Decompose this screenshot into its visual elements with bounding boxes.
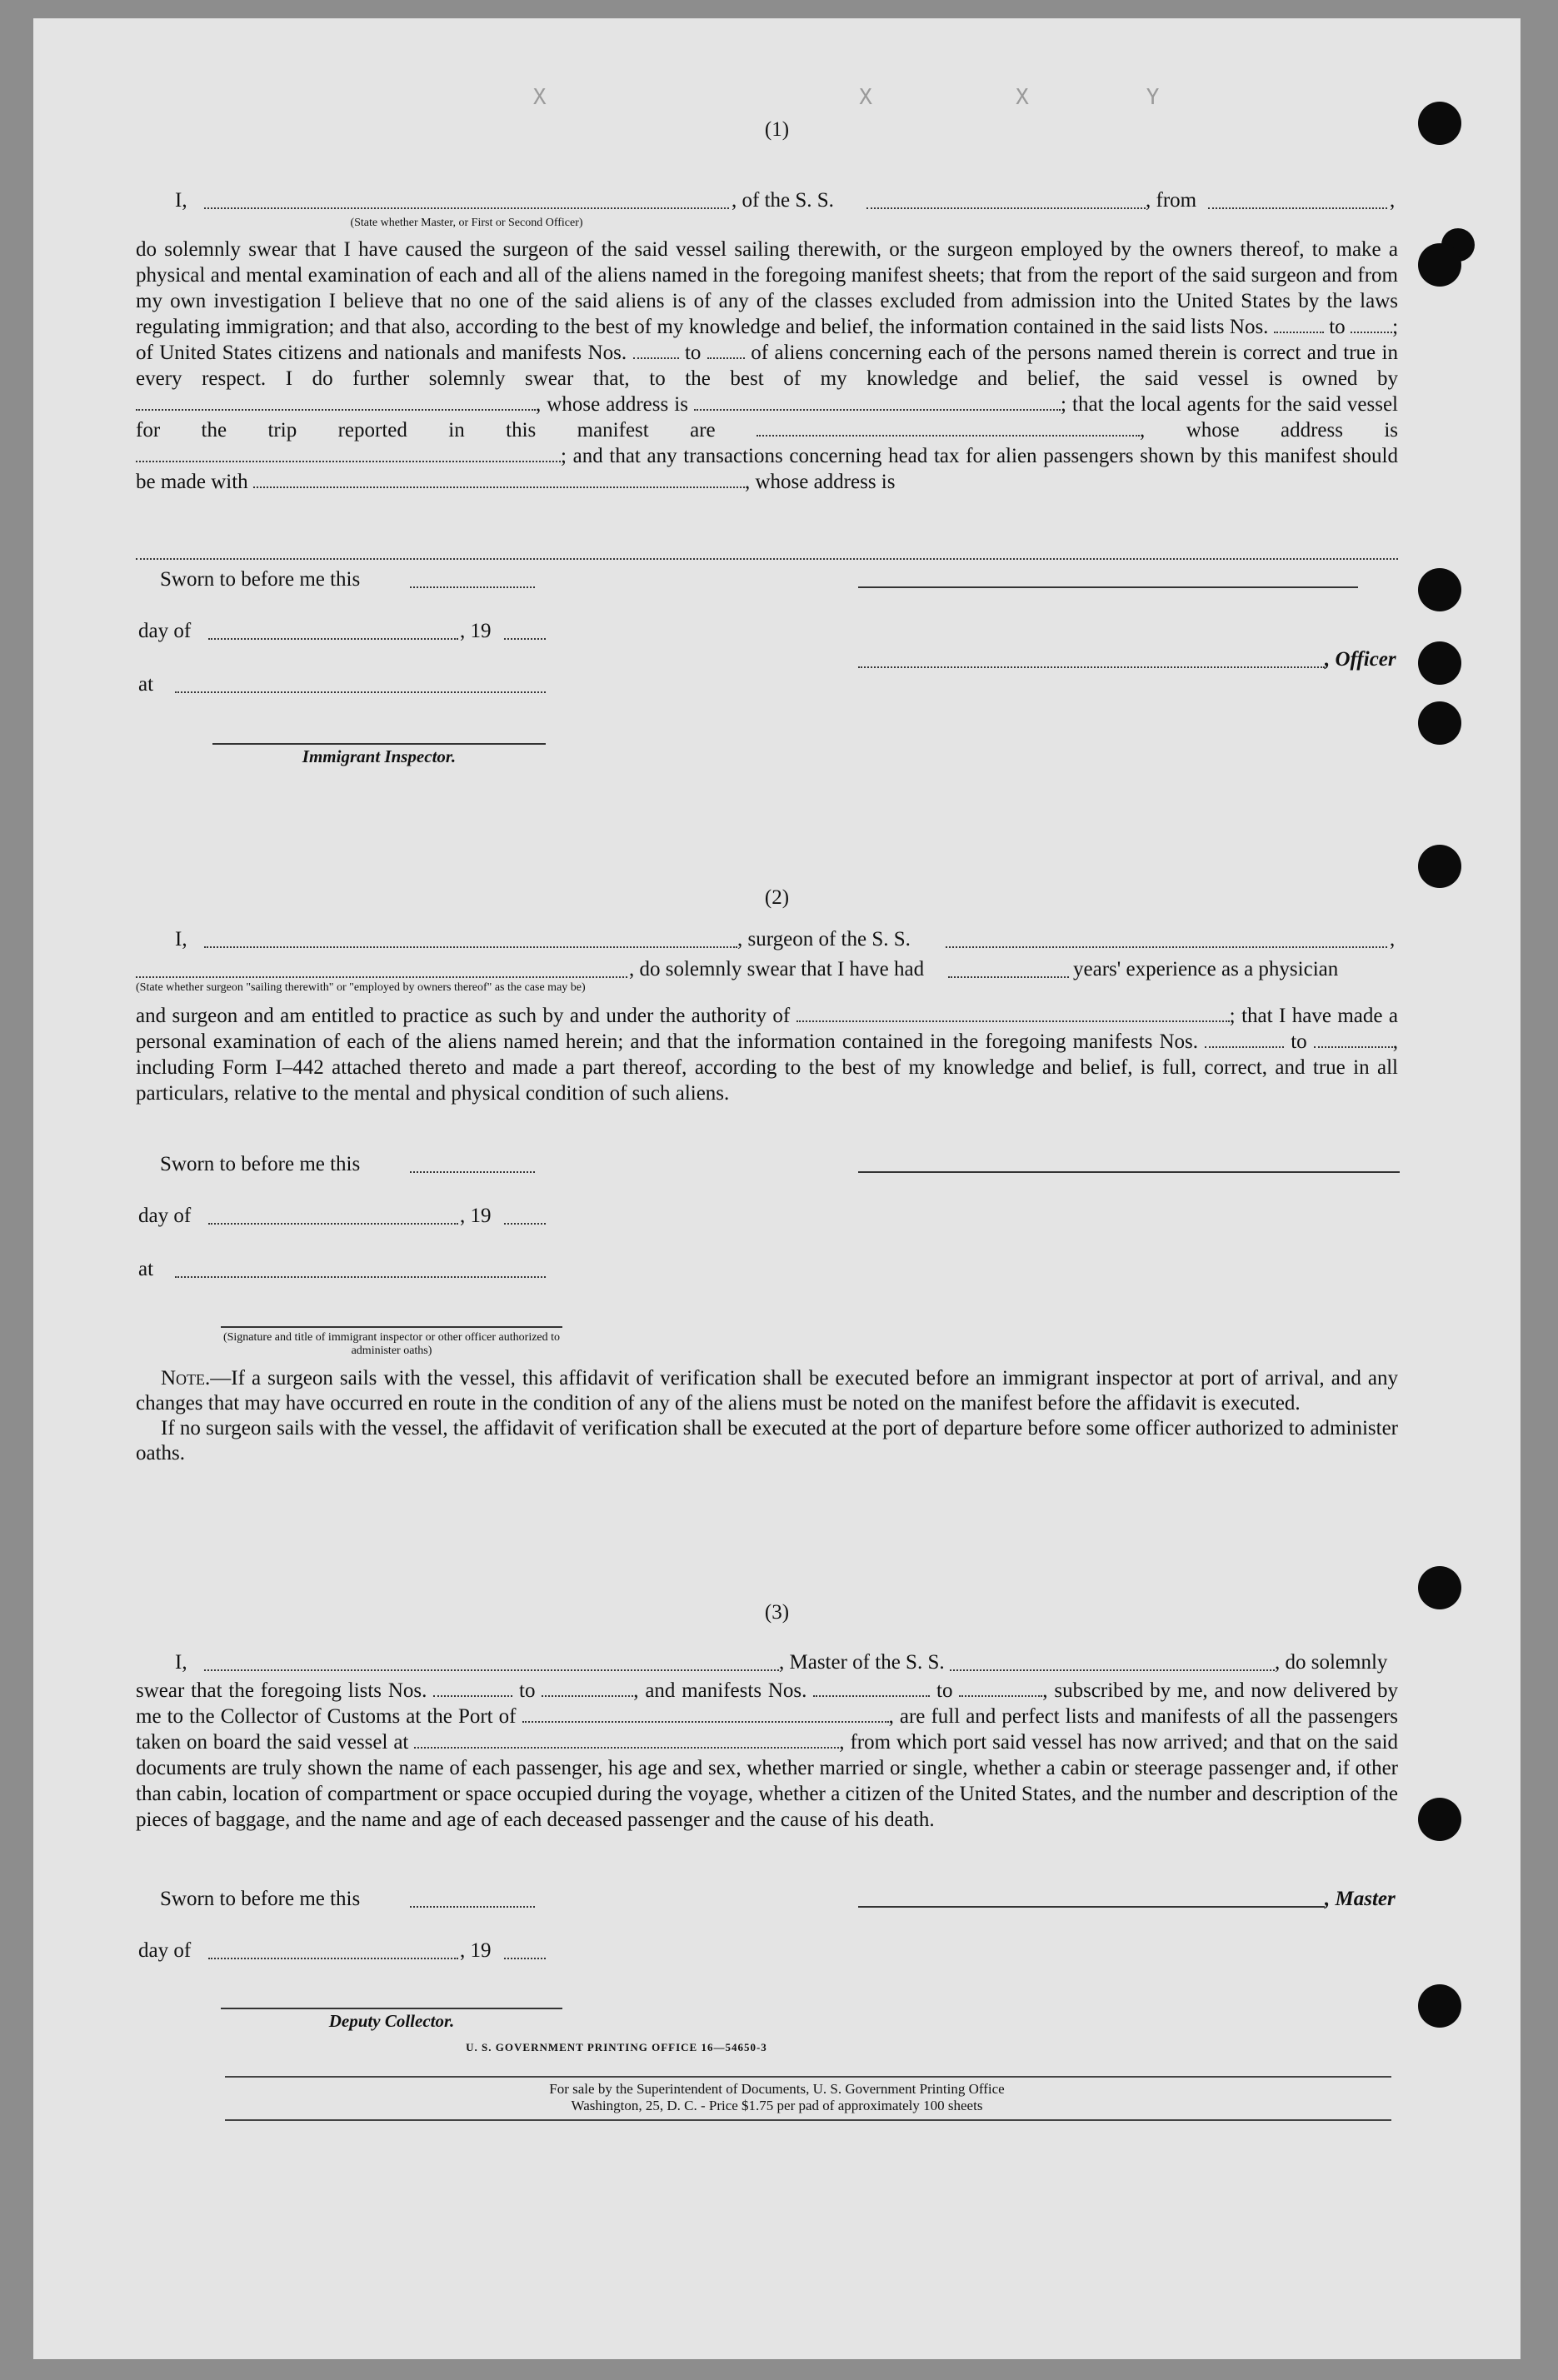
s2-body-to: to bbox=[1291, 1030, 1307, 1053]
s3-year-label: , 19 bbox=[460, 1939, 492, 1962]
s3-deputy-signature-line[interactable] bbox=[221, 2008, 562, 2009]
s3-day-of-label: day of bbox=[138, 1939, 192, 1962]
s2-body-b: ; bbox=[1229, 1005, 1236, 1027]
section-3-number: (3) bbox=[764, 1601, 790, 1624]
s1-sworn-label: Sworn to before me this bbox=[160, 568, 361, 591]
s2-surgeon-of-label: , surgeon of the S. S. bbox=[737, 928, 911, 951]
s3-sworn-day-field[interactable] bbox=[410, 1906, 535, 1908]
s1-day-of-label: day of bbox=[138, 620, 192, 642]
punch-hole bbox=[1418, 701, 1461, 745]
s3-body-d: , are full and perfect lists and manifests of all the passengers taken on board the said vessel at bbox=[136, 1705, 1399, 1754]
s3-master-label: , Master bbox=[1325, 1888, 1396, 1910]
s1-agents-field[interactable] bbox=[757, 418, 1140, 437]
s1-body-j: , whose address is bbox=[744, 471, 896, 493]
s3-lists-from-field[interactable] bbox=[433, 1679, 512, 1697]
section-1-number: (1) bbox=[764, 118, 790, 141]
s3-body-c: , subscribed by me, and now delivered by me to the Collector of Customs at the Port of bbox=[136, 1679, 1399, 1728]
s3-sworn-label: Sworn to before me this bbox=[160, 1888, 361, 1910]
note-block bbox=[136, 1366, 1398, 1466]
s1-head-tax-field[interactable] bbox=[253, 470, 745, 488]
s3-i-label: I, bbox=[175, 1651, 187, 1674]
s3-deputy-label: Deputy Collector. bbox=[328, 2011, 455, 2031]
s3-lists-to-field[interactable] bbox=[542, 1679, 633, 1697]
s2-day-of-field[interactable] bbox=[208, 1223, 458, 1225]
s3-do-swear-label: , do solemnly bbox=[1275, 1651, 1388, 1674]
s1-head-tax-address-field[interactable] bbox=[136, 558, 1398, 560]
s3-oath-paragraph bbox=[136, 1678, 1398, 1833]
punch-hole bbox=[1418, 102, 1461, 145]
s3-manifests-to-field[interactable] bbox=[959, 1679, 1042, 1697]
s1-from-label: , from bbox=[1146, 189, 1197, 212]
s2-manifests-to-field[interactable] bbox=[1314, 1030, 1393, 1048]
s1-body-d: , whose address is bbox=[536, 393, 688, 416]
s2-at-label: at bbox=[138, 1258, 154, 1280]
s3-body-to2: to bbox=[936, 1679, 953, 1702]
s2-years-label: years' experience as a physician bbox=[1073, 958, 1339, 980]
s3-body-to1: to bbox=[519, 1679, 536, 1702]
s2-officer-signature-line[interactable] bbox=[221, 1326, 562, 1328]
sale-line-2: Washington, 25, D. C. - Price $1.75 per pad of approximately 100 sheets bbox=[571, 2098, 983, 2113]
s2-signature-caption: (Signature and title of immigrant inspector or other officer authorized to administer oaths) bbox=[222, 1331, 561, 1357]
s1-lists-from-field[interactable] bbox=[1274, 315, 1324, 333]
manifest-page bbox=[33, 18, 1521, 2359]
s2-year-field[interactable] bbox=[504, 1223, 546, 1225]
s3-manifests-from-field[interactable] bbox=[813, 1679, 930, 1697]
footer-rule bbox=[225, 2076, 1391, 2078]
s2-caption: (State whether surgeon "sailing therewith" or "employed by owners thereof" as the case may be) bbox=[136, 981, 586, 994]
s1-oath-paragraph: do solemnly swear that I have caused the surgeon of the said vessel sailing therewith, or the surgeon employed by the owners thereof, to make a physical and mental examination of each and all of the aliens named in the foregoing manifest sheets; that from the report of the said surgeon and from my own investigation I believe that no one of the said aliens is of any of the classes excluded from admission into the United States by the laws regulating immigration; and that also, according to the best of my knowledge and belief, the information contained in the said lists Nos. to ; of United States citizens and nationals and manifests Nos. to of aliens concerning each of the persons named therein is correct and true in every respect. I do further solemnly swear that, to the best of my knowledge and belief, the said vessel is owned by , whose address is ; that the local agents for the said vessel for the trip reported in this manifest are , whose address is ; and that any transactions concerning head tax for alien passengers shown by this manifest should be made with , whose address is bbox=[136, 238, 1399, 493]
s1-ship-name-field[interactable] bbox=[866, 207, 1146, 209]
s1-at-field[interactable] bbox=[175, 691, 546, 693]
s1-officer-name-field[interactable] bbox=[204, 207, 729, 209]
s1-from-port-field[interactable] bbox=[1208, 207, 1387, 209]
s1-owner-field[interactable] bbox=[136, 392, 536, 411]
s1-at-label: at bbox=[138, 673, 154, 696]
s3-master-name-field[interactable] bbox=[204, 1669, 779, 1671]
s3-body-a: swear that the foregoing lists Nos. bbox=[136, 1679, 427, 1702]
note-paragraph-2: If no surgeon sails with the vessel, the affidavit of verification shall be executed at the port of departure before some officer authorized to administer oaths. bbox=[136, 1417, 1398, 1464]
s2-year-label: , 19 bbox=[460, 1205, 492, 1227]
s1-sworn-day-field[interactable] bbox=[410, 586, 535, 588]
s3-year-field[interactable] bbox=[504, 1958, 546, 1959]
s1-body-b: of United States citizens and nationals and manifests Nos. bbox=[136, 342, 627, 364]
s1-body-e: ; bbox=[1061, 393, 1066, 416]
s3-ship-name-field[interactable] bbox=[950, 1669, 1275, 1671]
s3-body-b: , and manifests Nos. bbox=[633, 1679, 807, 1702]
s2-body-a: and surgeon and am entitled to practice as such by and under the authority of bbox=[136, 1005, 791, 1027]
s2-surgeon-signature-line[interactable] bbox=[858, 1171, 1400, 1173]
punch-hole bbox=[1418, 1798, 1461, 1841]
s1-officer-signature-line-upper[interactable] bbox=[858, 586, 1358, 588]
s2-authority-field[interactable] bbox=[796, 1004, 1230, 1022]
s2-sailing-status-field[interactable] bbox=[136, 976, 627, 978]
s3-taken-at-field[interactable] bbox=[414, 1730, 839, 1749]
s3-master-signature-line[interactable] bbox=[858, 1906, 1325, 1908]
s1-i-label: I, bbox=[175, 189, 187, 212]
s1-officer-label: , Officer bbox=[1325, 648, 1396, 671]
s1-body-f: that the local agents for the said vessel for the trip reported in this manifest are bbox=[136, 393, 1399, 442]
s1-day-of-field[interactable] bbox=[208, 638, 458, 640]
s1-owner-address-field[interactable] bbox=[694, 392, 1061, 411]
s1-lists-to-field[interactable] bbox=[1351, 315, 1392, 333]
s2-oath-paragraph bbox=[136, 1003, 1398, 1106]
s1-manifests-to-field[interactable] bbox=[707, 341, 745, 359]
punch-hole bbox=[1418, 243, 1461, 287]
punch-hole bbox=[1418, 568, 1461, 611]
s1-body-i: ; and that any transactions concerning head tax for alien passengers shown by this manifest should be made with bbox=[136, 445, 1398, 493]
s2-body-c: that I have made a personal examination of each of the aliens named herein; and that the information contained in the foregoing manifests Nos. bbox=[136, 1005, 1399, 1053]
s1-body-h: whose address is bbox=[1186, 419, 1399, 442]
s1-year-label: , 19 bbox=[460, 620, 492, 642]
s2-i-label: I, bbox=[175, 928, 187, 951]
s2-comma: , bbox=[1390, 928, 1396, 951]
s1-of-ss-label: , of the S. S. bbox=[732, 189, 834, 212]
s3-port-of-field[interactable] bbox=[522, 1704, 889, 1723]
s2-day-of-label: day of bbox=[138, 1205, 192, 1227]
s2-manifests-from-field[interactable] bbox=[1205, 1030, 1284, 1048]
punch-hole bbox=[1418, 845, 1461, 888]
s1-comma: , bbox=[1390, 189, 1396, 212]
punch-hole bbox=[1418, 1984, 1461, 2028]
s3-body-e: , from which port said vessel has now arrived; and that on the said documents are truly shown the name of each passenger, his age and sex, whether married or single, whether a cabin or steerage passenger and, if other than cabin, location of compartment or space occupied during the voyage, whether a citizen of the United States, and the number and description of the pieces of baggage, and the name and age of each deceased passenger and the cause of his death. bbox=[136, 1731, 1399, 1831]
s1-officer-signature-field[interactable] bbox=[858, 666, 1325, 668]
s3-master-of-label: , Master of the S. S. bbox=[779, 1651, 945, 1674]
s3-day-of-field[interactable] bbox=[208, 1958, 458, 1959]
s2-years-field[interactable] bbox=[948, 976, 1069, 978]
gpo-imprint: U. S. GOVERNMENT PRINTING OFFICE 16—54650-3 bbox=[466, 2041, 767, 2053]
note-label: Note. bbox=[161, 1367, 211, 1390]
s2-sworn-day-field[interactable] bbox=[410, 1171, 535, 1173]
s1-inspector-signature-line[interactable] bbox=[212, 743, 546, 745]
s1-agents-address-field[interactable] bbox=[136, 444, 561, 462]
s1-officer-caption: (State whether Master, or First or Second Officer) bbox=[350, 217, 583, 229]
s1-body-c: of aliens concerning each of the persons named therein is correct and true in every respect. I do further solemnly swear that, to the best of my knowledge and belief, the said vessel is owned by bbox=[136, 342, 1398, 390]
s1-inspector-label: Immigrant Inspector. bbox=[302, 746, 457, 766]
s2-body-d: , including Form I–442 attached thereto and made a part thereof, according to the best of my knowledge and belief, is full, correct, and true in all particulars, relative to the mental and physical condition of such aliens. bbox=[136, 1030, 1399, 1105]
s1-body-g: , bbox=[1140, 419, 1146, 442]
s2-sworn-label: Sworn to before me this bbox=[160, 1153, 361, 1175]
s1-body-to1: to bbox=[1329, 316, 1346, 338]
note-paragraph-1: —If a surgeon sails with the vessel, this affidavit of verification shall be executed before an immigrant inspector at port of arrival, and any changes that may have occurred en route in the condition of any of the aliens must be noted on the manifest before the affidavit is executed. bbox=[136, 1367, 1398, 1415]
s2-at-field[interactable] bbox=[175, 1276, 546, 1278]
s1-year-field[interactable] bbox=[504, 638, 546, 640]
s2-do-swear-label: , do solemnly swear that I have had bbox=[629, 958, 925, 980]
s1-body-to2: to bbox=[684, 342, 702, 364]
s1-body-a: do solemnly swear that I have caused the surgeon of the said vessel sailing therewith, or the surgeon employed by the owners thereof, to make a physical and mental examination of each and all of the aliens named in the foregoing manifest sheets; that from the report of the said surgeon and from my own investigation I believe that no one of the said aliens is of any of the classes excluded from admission into the United States by the laws regulating immigration; and that also, according to the best of my knowledge and belief, the information contained in the said lists Nos. bbox=[136, 238, 1398, 338]
s2-surgeon-name-field[interactable] bbox=[204, 946, 737, 948]
sale-line-1: For sale by the Superintendent of Documents, U. S. Government Printing Office bbox=[549, 2081, 1005, 2097]
section-2-number: (2) bbox=[764, 886, 790, 909]
s1-manifests-from-field[interactable] bbox=[633, 341, 679, 359]
bleed-through-text: Y X X X bbox=[533, 85, 1160, 110]
footer-rule-2 bbox=[225, 2119, 1391, 2121]
s2-ship-name-field[interactable] bbox=[946, 946, 1387, 948]
punch-hole bbox=[1418, 641, 1461, 685]
punch-hole bbox=[1418, 1566, 1461, 1609]
